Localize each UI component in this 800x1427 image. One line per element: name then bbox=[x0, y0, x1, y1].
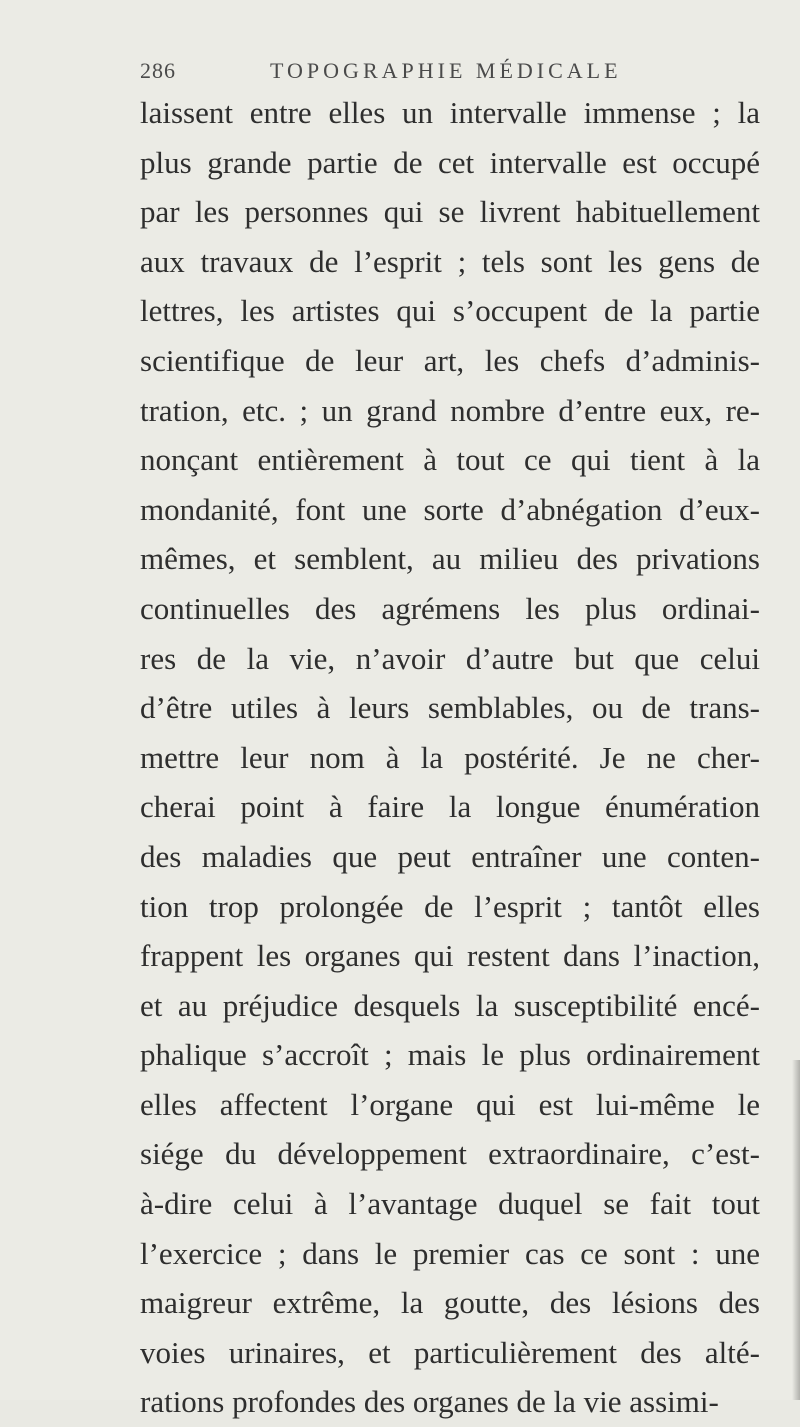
page-edge-shadow bbox=[792, 1060, 800, 1400]
text-line: continuelles des agrémens les plus ordinai- bbox=[140, 590, 760, 626]
running-title: TOPOGRAPHIE MÉDICALE bbox=[270, 58, 622, 83]
text-line: d’être utiles à leurs semblables, ou de trans- bbox=[140, 690, 760, 726]
page-number: 286 bbox=[140, 58, 176, 83]
text-line: frappent les organes qui restent dans l’inaction, bbox=[140, 938, 760, 974]
text-line: des maladies que peut entraîner une conten- bbox=[140, 838, 760, 874]
text-line: rations profondes des organes de la vie assimi- bbox=[140, 1384, 719, 1420]
text-line: par les personnes qui se livrent habituellement bbox=[140, 194, 760, 230]
text-line: mondanité, font une sorte d’abnégation d’eux- bbox=[140, 491, 760, 527]
text-line: lettres, les artistes qui s’occupent de la partie bbox=[140, 293, 760, 329]
text-line: tion trop prolongée de l’esprit ; tantôt elles bbox=[140, 888, 760, 924]
text-line: à-dire celui à l’avantage duquel se fait tout bbox=[140, 1186, 760, 1222]
text-line: nonçant entièrement à tout ce qui tient à la bbox=[140, 442, 760, 478]
text-line: plus grande partie de cet intervalle est occupé bbox=[140, 144, 760, 180]
text-line: elles affectent l’organe qui est lui-même le bbox=[140, 1086, 760, 1122]
text-line: scientifique de leur art, les chefs d’adminis- bbox=[140, 342, 760, 378]
text-line: aux travaux de l’esprit ; tels sont les gens de bbox=[140, 243, 760, 279]
text-line: mêmes, et semblent, au milieu des privations bbox=[140, 541, 760, 577]
body-text bbox=[140, 88, 760, 1427]
text-line: et au préjudice desquels la susceptibilité encé- bbox=[140, 987, 760, 1023]
text-line: cherai point à faire la longue énumération bbox=[140, 789, 760, 825]
text-line: res de la vie, n’avoir d’autre but que celui bbox=[140, 640, 760, 676]
text-line: mettre leur nom à la postérité. Je ne cher- bbox=[140, 739, 760, 775]
text-line: laissent entre elles un intervalle immense ; la bbox=[140, 95, 760, 130]
text-line: voies urinaires, et particulièrement des alté- bbox=[140, 1334, 760, 1370]
text-line: tration, etc. ; un grand nombre d’entre eux, re- bbox=[140, 392, 760, 428]
text-line: maigreur extrême, la goutte, des lésions des bbox=[140, 1285, 760, 1321]
page-header bbox=[140, 58, 750, 88]
text-line: siége du développement extraordinaire, c’est- bbox=[140, 1136, 760, 1172]
text-line: phalique s’accroît ; mais le plus ordinairement bbox=[140, 1037, 760, 1073]
text-line: l’exercice ; dans le premier cas ce sont : une bbox=[140, 1235, 760, 1271]
